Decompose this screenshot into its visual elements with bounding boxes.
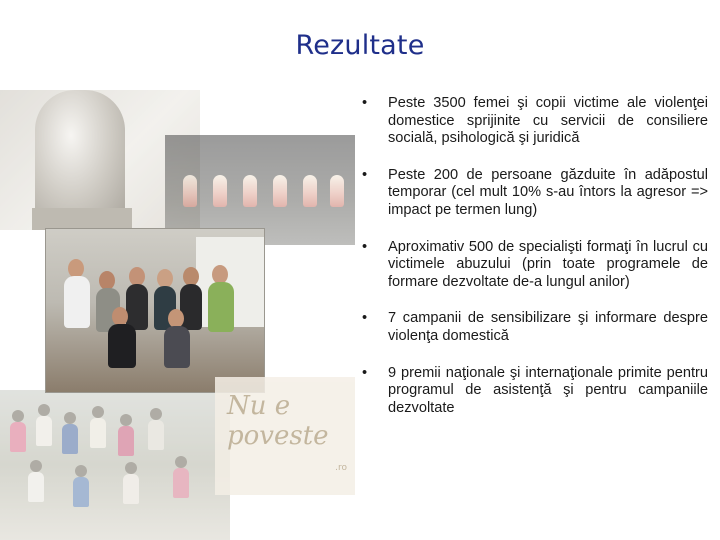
list-item-text: Aproximativ 500 de specialişti formaţi în lucrul cu victimele abuzului (prin toate programele de formare dezvoltate de-a lungul anilor)	[388, 238, 708, 290]
bullet-icon: •	[362, 166, 368, 183]
logo-line-1: Nu e	[227, 391, 291, 421]
dancer-figure	[183, 175, 197, 207]
crowd-person	[30, 460, 42, 472]
crowd-person	[123, 474, 139, 504]
list-item	[360, 95, 708, 148]
crowd-person	[62, 424, 78, 454]
crowd-person	[118, 426, 134, 456]
crowd-person	[12, 410, 24, 422]
logo-suffix: .ro	[335, 463, 347, 473]
results-list	[360, 95, 708, 436]
trophy-figure	[35, 90, 125, 220]
logo-line-2: poveste	[227, 421, 329, 451]
dancer-figure	[243, 175, 257, 207]
crowd-person	[75, 465, 87, 477]
crowd-person	[73, 477, 89, 507]
crowd-person	[38, 404, 50, 416]
campaign-logo-text	[227, 391, 347, 451]
crowd-person	[175, 456, 187, 468]
list-item	[360, 365, 708, 418]
group-photo	[45, 228, 265, 393]
dancer-figure	[303, 175, 317, 207]
crowd-person	[64, 412, 76, 424]
dancer-figure	[213, 175, 227, 207]
crowd-person	[36, 416, 52, 446]
bullet-icon: •	[362, 310, 368, 327]
crowd-photo	[0, 390, 230, 540]
list-item-text: Peste 3500 femei şi copii victime ale violenţei domestice sprijinite cu servicii de consiliere socială, psihologică şi juridică	[388, 95, 708, 147]
bullet-icon: •	[362, 95, 368, 111]
bullet-icon: •	[362, 364, 368, 381]
crowd-person	[90, 418, 106, 448]
trophy-base	[32, 208, 132, 230]
crowd-person	[10, 422, 26, 452]
list-item	[360, 167, 708, 220]
list-item	[360, 239, 708, 292]
list-item	[360, 310, 708, 345]
photo-collage	[0, 85, 355, 540]
dancer-figure	[273, 175, 287, 207]
list-item-text: Peste 200 de persoane găzduite în adăpostul temporar (cel mult 10% s-au întors la agresor => impact pe termen lung)	[388, 166, 708, 218]
crowd-person	[28, 472, 44, 502]
crowd-person	[125, 462, 137, 474]
bullet-icon: •	[362, 238, 368, 255]
dancer-figure	[330, 175, 344, 207]
crowd-person	[173, 468, 189, 498]
list-item-text: 7 campanii de sensibilizare şi informare despre violenţa domestică	[388, 310, 708, 344]
crowd-person	[150, 408, 162, 420]
slide-title: Rezultate	[295, 30, 425, 61]
crowd-person	[92, 406, 104, 418]
crowd-person	[148, 420, 164, 450]
crowd-person	[120, 414, 132, 426]
campaign-logo	[215, 377, 355, 495]
list-item-text: 9 premii naţionale şi internaţionale primite pentru programul de asistenţă şi pentru campaniile dezvoltate	[388, 364, 708, 416]
